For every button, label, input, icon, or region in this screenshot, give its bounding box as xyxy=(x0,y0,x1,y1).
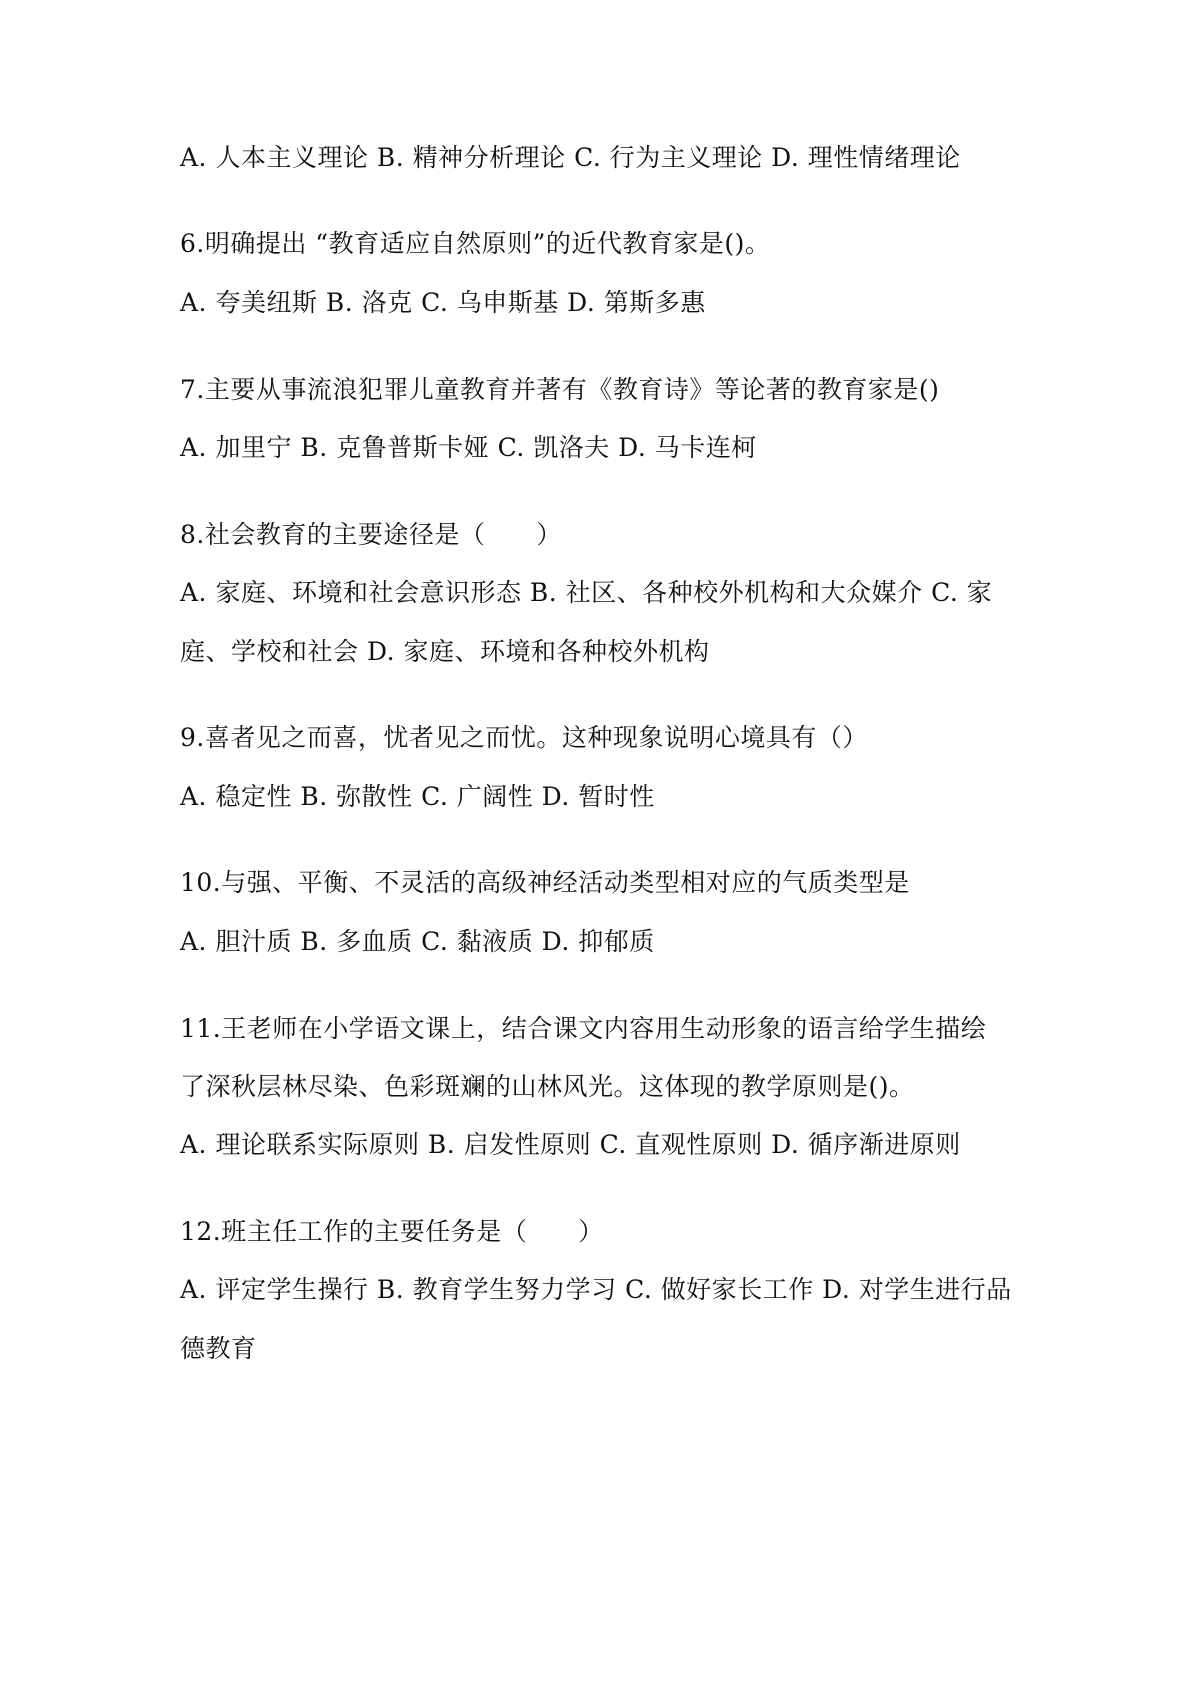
question-6-options: A. 夸美纽斯 B. 洛克 C. 乌申斯基 D. 第斯多惠 xyxy=(180,288,706,317)
question-8-stem: 8.社会教育的主要途径是（ ） xyxy=(180,520,562,549)
question-6-stem: 6.明确提出 “教育适应自然原则”的近代教育家是()。 xyxy=(180,229,771,258)
question-12-stem: 12.班主任工作的主要任务是（ ） xyxy=(180,1217,604,1246)
question-11-options: A. 理论联系实际原则 B. 启发性原则 C. 直观性原则 D. 循序渐进原则 xyxy=(180,1130,961,1159)
question-11-stem-line-2: 了深秋层林尽染、色彩斑斓的山林风光。这体现的教学原则是()。 xyxy=(180,1072,915,1101)
question-11-stem-line-1: 11.王老师在小学语文课上，结合课文内容用生动形象的语言给学生描绘 xyxy=(180,1014,987,1043)
question-12-options-line-2: 德教育 xyxy=(180,1334,257,1363)
question-10-stem: 10.与强、平衡、不灵活的高级神经活动类型相对应的气质类型是 xyxy=(180,868,910,897)
question-7-stem: 7.主要从事流浪犯罪儿童教育并著有《教育诗》等论著的教育家是() xyxy=(180,375,940,404)
question-8-options-line-1: A. 家庭、环境和社会意识形态 B. 社区、各种校外机构和大众媒介 C. 家 xyxy=(180,578,993,607)
question-7-options: A. 加里宁 B. 克鲁普斯卡娅 C. 凯洛夫 D. 马卡连柯 xyxy=(180,433,757,462)
question-12-options-line-1: A. 评定学生操行 B. 教育学生努力学习 C. 做好家长工作 D. 对学生进行品 xyxy=(180,1275,1012,1304)
question-9-stem: 9.喜者见之而喜，忧者见之而忧。这种现象说明心境具有（） xyxy=(180,723,868,752)
question-8-options-line-2: 庭、学校和社会 D. 家庭、环境和各种校外机构 xyxy=(180,637,710,666)
question-10-options: A. 胆汁质 B. 多血质 C. 黏液质 D. 抑郁质 xyxy=(180,927,655,956)
question-9-options: A. 稳定性 B. 弥散性 C. 广阔性 D. 暂时性 xyxy=(180,782,655,811)
question-5-options: A. 人本主义理论 B. 精神分析理论 C. 行为主义理论 D. 理性情绪理论 xyxy=(180,143,961,172)
